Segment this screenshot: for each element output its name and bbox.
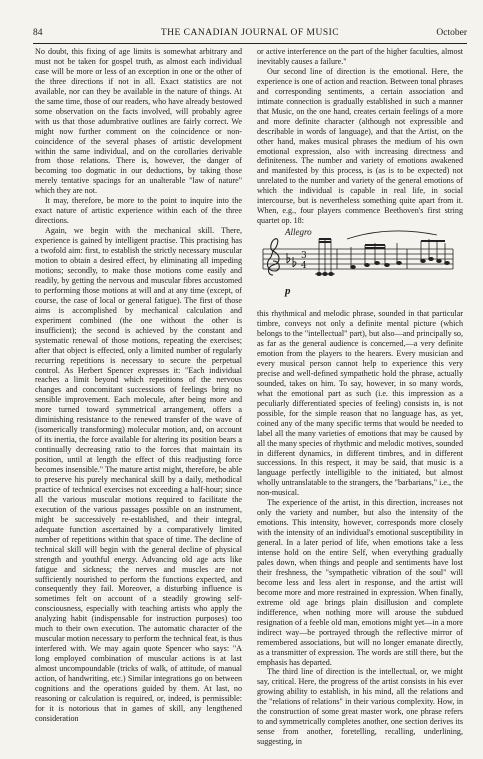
paragraph: It may, therefore, be more to the point to inquire into the exact nature of artistic experience within each of the three directions. xyxy=(35,196,242,226)
svg-text:4: 4 xyxy=(301,261,307,272)
paragraph: The third line of direction is the intellectual, or, we might say, critical. Here, the progress of the artist consists in his ever growing ability to establish, in his mind, all the relations and the "relations of relations" in their various complexity. How, in the construction of some great master work, one phrase refers to and symmetrically completes another, one section derives its sense from another, foretelling, recalling, underlining, suggesting, in xyxy=(257,667,463,747)
header-rule xyxy=(33,43,467,44)
paragraph: or active interference on the part of the higher faculties, almost inevitably causes a failure." xyxy=(257,47,463,66)
dynamic-marking: p xyxy=(285,285,291,298)
left-column xyxy=(35,47,242,724)
right-column xyxy=(257,47,463,747)
paragraph: Again, we begin with the mechanical skill. There, experience is gained by intelligent practise. This practising has a twofold aim: first, to establish the strictly necessary muscular motion to obtain a desired effect, by eliminating all impeding motions; secondly, to make those motions come easily and readily, by getting the nervous and muscular fibres accustomed to performing those motions at will and at any time (except, of course, the case of local or general fatigue). The first of those aims is accomplished by mechanical calculation and experiment combined (the one without the other is insufficient); the second is achieved by the constant and systematic renewal of those motions, repeating the exercises; after that object is effected, only a limited number of regularly recurring repetitions is necessary to secure the perpetual control. As Herbert Spencer expresses it: "Each individual reaches a limit beyond which repetitions of the nervous changes and concomitant successions of feelings bring no sensible improvement. Each molecule, after being more and more turned toward symmetrical arrangement, offers a diminishing resistance to the renewed transfer of the wave of (isomerically transforming) molecular motion, and, on account of its inertia, the force available for altering its position bears a continually decreasing ratio to the forces that maintain its position, until at length the effect of this readjusting force becomes insensible." The mature artist might, therefore, be able to preserve his purely mechanical skill by a daily, methodical practice of technical exercises not exceeding a half-hour; since all the various muscular motions required to facilitate the execution of the various passages possible on an instrument, might be successively re-established, and their integral, adequate function ascertained by a comparatively limited number of repetitions within that space of time. The decline of technical skill will begin with the general decline of physical strength and youthful energy. Advancing old age acts like fatigue and sickness; the nerves and muscles are not sufficiently nourished to perform the functions expected, and consequently they fail. Moreover, a disturbing influence is sometimes felt on account of a steadily growing self-consciousness, especially with teaching artists who apply the analyzing habit (indispensable for instruction purposes) too much to their own execution. The automatic character of the muscular motion necessary to perform the technical feat, is thus interfered with. We may again quote Spencer who says: "A long employed combination of muscular actions is at last almost uncompoundable (tricks of walk, of attitude, of manual action, of handwriting, etc.) Similar integrations go on between cognitions and the operations guided by them. At last, no reasoning or calculation is required, or, indeed, is permissible: for it is notorious that in games of skill, any lengthened consideration xyxy=(35,226,242,723)
paragraph: No doubt, this fixing of age limits is somewhat arbitrary and must not be taken for gospel truth, as almost each individual case will be more or less of an exception in one or the other of the three directions if not in all. Exact statistics are not available, nor can they be available in the nature of things. At the same time, those of our readers, who have already bestowed some observation on the facts involved, will probably agree with us that those adumbrative outlines are fairly correct. We might now further comment on the coincidence or non-coincidence of the several phases of artistic development within the same individual, and on the corollaries derivable from those relations. There is, however, the danger of becoming too dogmatic in our deductions, by taking those merely tentative spacings for an unalterable "law of nature" which they are not. xyxy=(35,47,242,196)
tempo-marking: Allegro xyxy=(285,227,312,238)
svg-text:3: 3 xyxy=(301,251,307,262)
running-header xyxy=(33,27,467,39)
issue-month: October xyxy=(436,28,467,38)
journal-title: THE CANADIAN JOURNAL OF MUSIC xyxy=(160,28,340,38)
music-example xyxy=(257,227,463,307)
paragraph: Our second line of direction is the emotional. Here, the experience is one of action and reaction. Between tonal phrases and corresponding sentiments, a certain association and intimate connection is gradually established in such a manner that Music, on the one hand, creates certain feelings of a more and more definite character (although not expressible and describable in words of language), and that the Artist, on the other hand, makes musical phrases the medium of his own emotional expression, also with increasing directness and definiteness. The number and variety of emotions awakened and manifested by this process, is (as is to be expected) not unrelated to the number and variety of the general emotions of which the individual is capable in real life, in social intercourse, but is nevertheless something quite apart from it. When, e.g., four players commence Beethoven's first string quartet op. 18: xyxy=(257,66,463,226)
paragraph: The experience of the artist, in this direction, increases not only the variety and number, but also the intensity of the emotions. This intensity, however, corresponds more closely with the intensity of an individual's emotional susceptibility in general. In a later period of life, when emotions take a less intense hold on the entire Self, when everything gradually pales down, when things and people and sentiments have lost their freshness, the "sympathetic vibration of the soul" will become less and less alert in response, and the artist will become more and more restrained in expression. When finally, extreme old age brings plain disillusion and complete indifference, when nothing more will arouse the subdued resignation of a feeble old man, emotions might yet—in a more indirect way—be portrayed through the reflective mirror of remembered associations, but will no longer emanate directly, as a transmitter of expression. The words are still there, but the emphasis has departed. xyxy=(257,498,463,667)
paragraph: this rhythmical and melodic phrase, sounded in that particular timbre, conveys not only a definite mental picture (which belongs to the "intellectual" part), but also—and principally so, as far as the general audience is concerned,—a very definite emotion from the players to the hearers. Every musician and every musical person cannot help to experience this very precise and well-defined sympathetic hold the phrase, actually sounded, takes on him. To say, however, in so many words, what the emotional part as such (i.e. this impression as a peculiarly differentiated species of feeling) consists in, is not possible, for the simple reason that no language has, as yet, coined any of the many specific terms that would be needed to label all the many varieties of emotions that may be caused by all the many species of rhythmic and melodic motives, sounded in different dynamics, in different timbres, and in different successions. In this respect, it may be said, that music is a language perfectly intelligible to the initiated, but almost wholly untranslatable to the strangers, the "barbarians," i.e., the non-musical. xyxy=(257,309,463,498)
page-number: 84 xyxy=(33,28,43,38)
